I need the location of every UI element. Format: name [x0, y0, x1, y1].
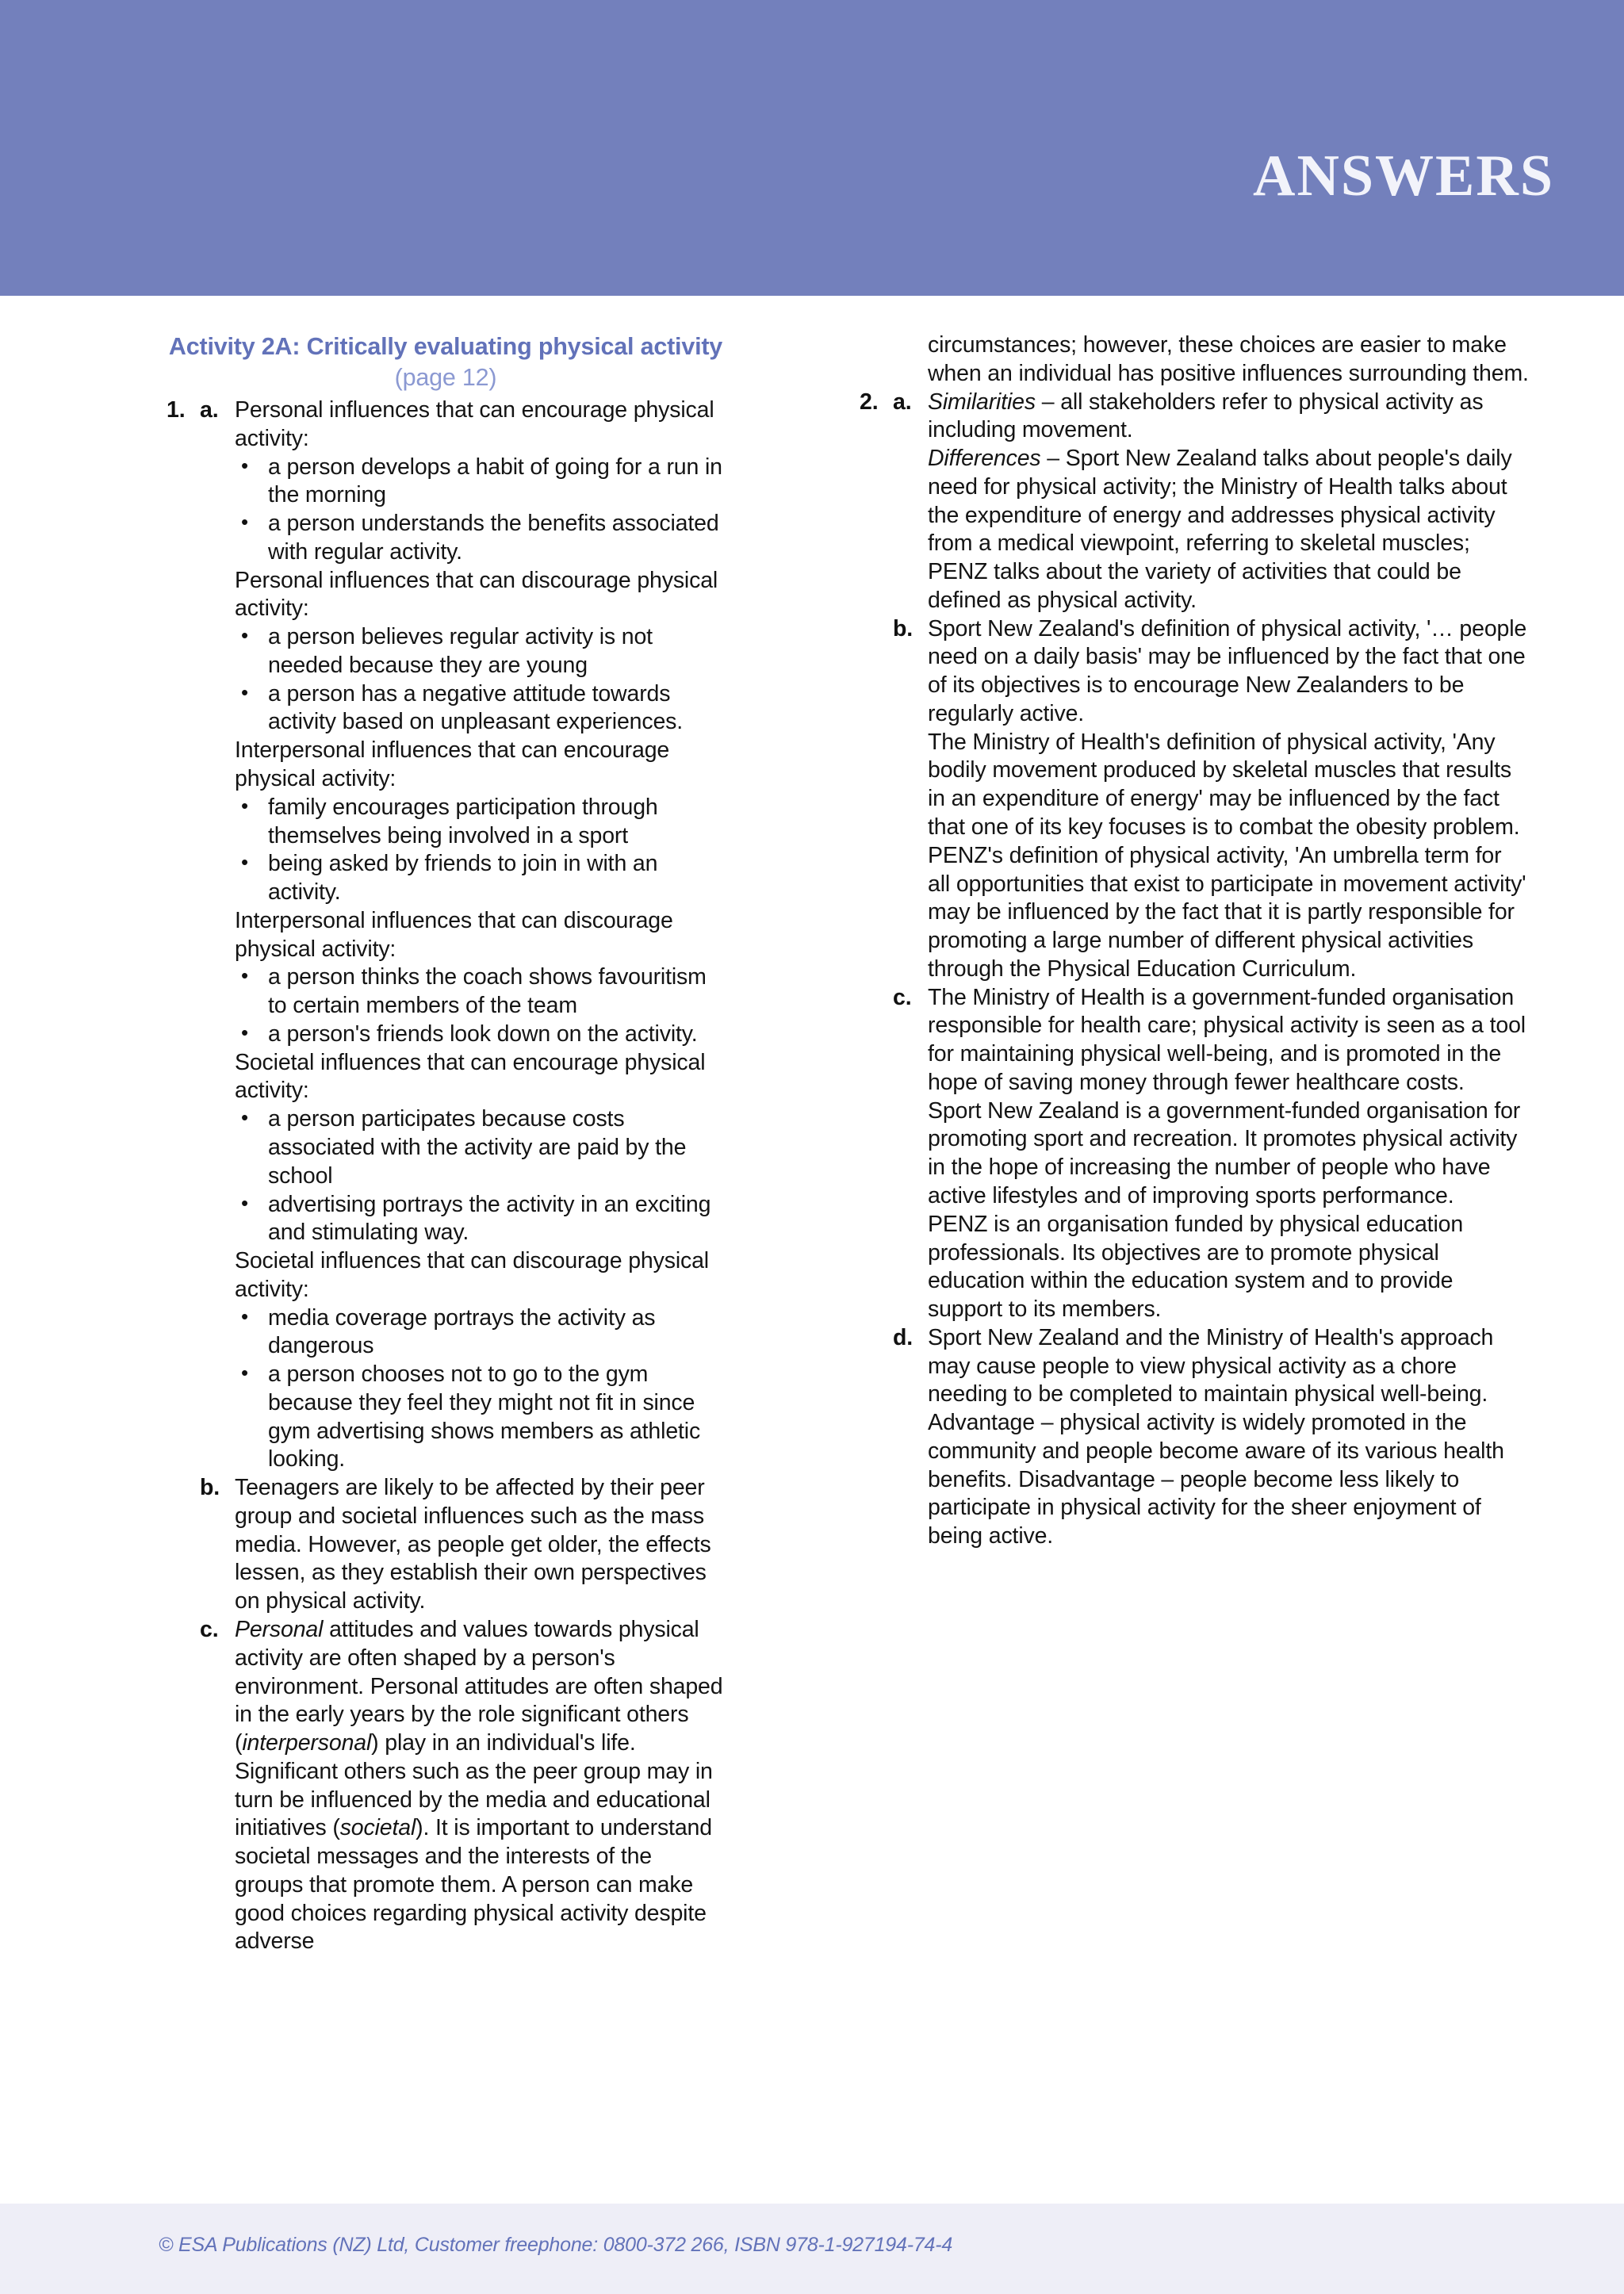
emphasis-differences: Differences: [928, 446, 1041, 472]
answer-2a-text: [928, 389, 1529, 446]
bullet-list-1a-4: [235, 963, 725, 1048]
answer-letter-1c: c.: [200, 1616, 219, 1642]
answer-item-1c: [167, 1616, 725, 1956]
emphasis-societal: societal: [339, 1815, 416, 1841]
activity-heading: [167, 331, 725, 393]
list-item: • a person has a negative attitude towards activity based on unpleasant experiences.: [235, 680, 725, 737]
right-column: [812, 296, 1624, 1551]
answer-2a-similarities: – all stakeholders refer to physical activity as including movement.: [928, 389, 1484, 443]
answer-2c-para-1: The Ministry of Health is a government-funded organisation responsible for health care; physical activity is seen as a tool for maintaining physical well-being, and is promoted in the hope of saving money through fewer healthcare costs.: [928, 984, 1526, 1095]
copyright-text: © ESA Publications (NZ) Ltd, Customer freephone: 0800-372 266, ISBN 978-1-927194-74-4: [159, 2234, 953, 2256]
list-item: • a person participates because costs associated with the activity are paid by the school: [235, 1105, 725, 1190]
activity-heading-line1: Activity 2A: Critically evaluating physical: [168, 333, 634, 360]
answer-block-q2: [860, 331, 1529, 1551]
list-item: • a person's friends look down on the activity.: [235, 1021, 725, 1049]
answer-letter-2d: d.: [893, 1324, 914, 1350]
bullet-list-1a-5: [235, 1105, 725, 1247]
bullet-list-1a-2: [235, 623, 725, 737]
answer-2d-text: Sport New Zealand and the Ministry of Health's approach may cause people to view physical activity as a chore needing to be completed to maintain physical well-being. Advantage – physical activity is widely promoted in the community and people become aware of its various health benefits. Disadvantage – people become less likely to participate in physical activity for the sheer enjoyment of being active.: [928, 1324, 1504, 1549]
answer-1a-para-4: Interpersonal influences that can discourage physical activity:: [235, 907, 673, 962]
answer-2b-para-2: The Ministry of Health's definition of physical activity, 'Any bodily movement produced by skeletal muscles that results in an expenditure of energy' may be influenced by the fact that one of its key focuses is to combat the obesity problem.: [928, 729, 1520, 841]
list-item: • advertising portrays the activity in an exciting and stimulating way.: [235, 1191, 725, 1248]
answer-letter-2b: b.: [893, 615, 914, 641]
answer-1a-intro: Personal influences that can encourage physical activity:: [235, 397, 714, 451]
activity-heading-line2: activity: [640, 333, 723, 360]
answer-item-2d: [860, 1324, 1529, 1551]
answer-2c-para-2: Sport New Zealand is a government-funded organisation for promoting sport and recreation. It promotes physical activity in the hope of increasing the number of people who have active lifestyles and of improving sports performance.: [928, 1097, 1521, 1208]
answer-1c-part2: attitudes and values towards physical activity are often shaped by a person's environment. Personal attitudes are often shaped in the early years by the role significant others (: [235, 1616, 723, 1756]
activity-page-reference: (page 12): [394, 364, 497, 392]
emphasis-interpersonal: interpersonal: [242, 1730, 372, 1756]
answer-2b-para-1: Sport New Zealand's definition of physical activity, '… people need on a daily basis' may be influenced by the fact that one of its objectives is to encourage New Zealanders to be regularly active.: [928, 615, 1527, 726]
list-item: • family encourages participation through themselves being involved in a sport: [235, 794, 725, 851]
answer-item-1b: [167, 1474, 725, 1616]
list-item: • a person thinks the coach shows favouritism to certain members of the team: [235, 963, 725, 1021]
answer-1b-text: Teenagers are likely to be affected by their peer group and societal influences such as the mass media. However, as people get older, the effects lessen, as they establish their own perspectives on physical activity.: [235, 1475, 711, 1614]
answer-1c-text: [235, 1616, 725, 1956]
answer-2a-differences-para: [928, 445, 1529, 615]
answer-2b-para-3: PENZ's definition of physical activity, 'An umbrella term for all opportunities that exist to participate in movement activity' may be influenced by the fact that it is partly responsible for promoting a large number of different physical activities through the Physical Education Curriculum.: [928, 842, 1526, 982]
answer-1a-para-3: Interpersonal influences that can encourage physical activity:: [235, 737, 670, 792]
bullet-list-1a-6: [235, 1304, 725, 1475]
bullet-list-1a-3: [235, 794, 725, 907]
header-banner: [0, 0, 1624, 296]
answer-letter-1a: a.: [200, 397, 219, 423]
answer-item-2a: [860, 389, 1529, 446]
question-number-2: 2.: [860, 389, 879, 415]
list-item: • a person develops a habit of going for a run in the morning: [235, 454, 725, 511]
list-item: • media coverage portrays the activity as dangerous: [235, 1304, 725, 1361]
two-column-layout: [0, 296, 1624, 1956]
page-content: [0, 296, 1624, 2204]
answer-1c-part4: ) play in an individual's life. Significant others such as the peer group may in turn be influenced by the media and educational initiatives (: [235, 1730, 713, 1841]
list-item: • a person believes regular activity is not needed because they are young: [235, 623, 725, 680]
answer-1a-para-2: Personal influences that can discourage physical activity:: [235, 567, 718, 622]
answer-1a-para-6: Societal influences that can discourage physical activity:: [235, 1248, 709, 1302]
question-number-1: 1.: [167, 397, 186, 423]
page-title: ANSWERS: [1253, 144, 1554, 209]
page-footer: [0, 2204, 1624, 2294]
answer-2a-differences: – Sport New Zealand talks about people's daily need for physical activity; the Ministry of Health talks about the expenditure of energy and addresses physical activity from a medical viewpoint, referring to skeletal muscles; PENZ talks about the variety of activities that could be defined as physical activity.: [928, 446, 1512, 613]
answer-letter-2a: a.: [893, 389, 912, 415]
list-item: • being asked by friends to join in with an activity.: [235, 850, 725, 907]
answer-letter-2c: c.: [893, 984, 912, 1010]
left-column: [0, 296, 812, 1956]
answer-1c-continuation: circumstances; however, these choices are easier to make when an individual has positive influences surrounding them.: [928, 332, 1529, 386]
answer-letter-1b: b.: [200, 1475, 220, 1501]
answer-item-2b: [860, 615, 1529, 729]
answer-1a-para-5: Societal influences that can encourage physical activity:: [235, 1049, 706, 1104]
list-item: • a person understands the benefits associated with regular activity.: [235, 510, 725, 567]
answer-item-1a: [167, 396, 725, 454]
list-item: • a person chooses not to go to the gym because they feel they might not fit in since gym advertising shows members as athletic looking.: [235, 1361, 725, 1474]
bullet-list-1a-1: [235, 454, 725, 567]
answer-1c-part6: ). It is important to understand societal messages and the interests of the groups that promote them. A person can make good choices regarding physical activity despite adverse: [235, 1815, 712, 1955]
answer-2c-para-3: PENZ is an organisation funded by physical education professionals. Its objectives are to promote physical education within the education system and to provide support to its members.: [928, 1211, 1464, 1323]
emphasis-similarities: Similarities: [928, 389, 1036, 415]
emphasis-personal: Personal: [235, 1616, 324, 1642]
answer-block-q1: [167, 396, 725, 1956]
answer-item-2c: [860, 984, 1529, 1097]
